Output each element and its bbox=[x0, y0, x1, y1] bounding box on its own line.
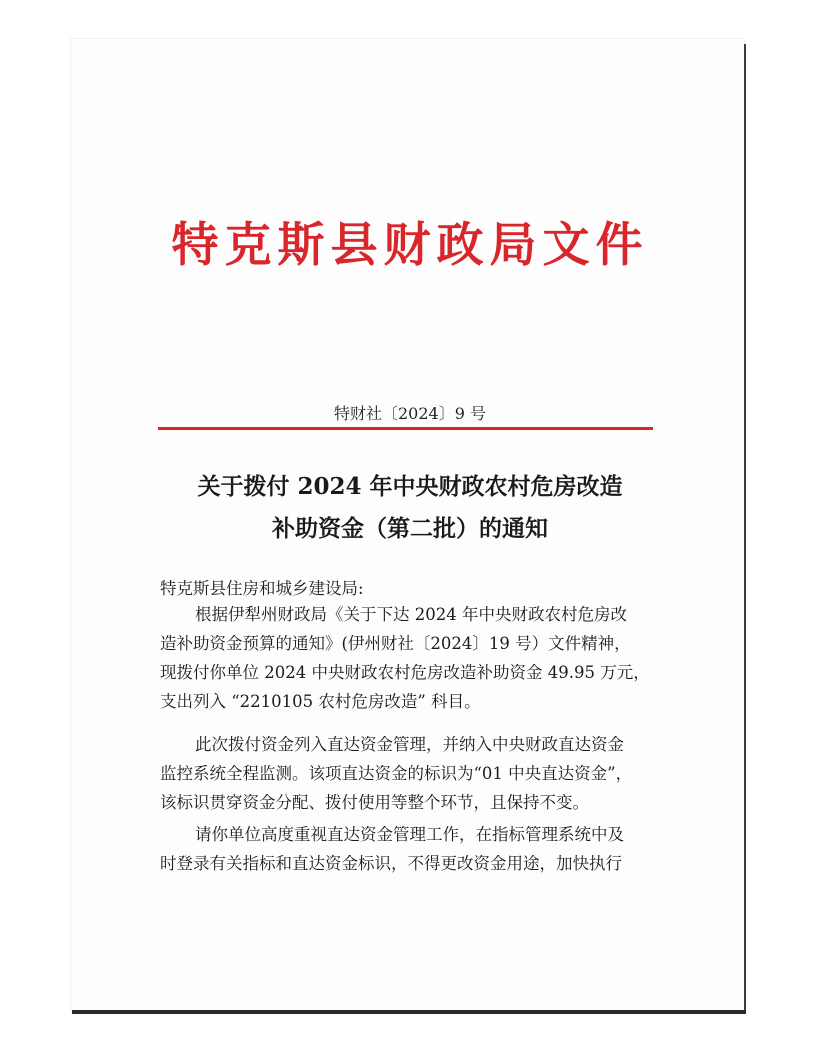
page-edge-right bbox=[744, 44, 746, 1012]
paragraph-line: 现拨付你单位 2024 中央财政农村危房改造补助资金 49.95 万元， bbox=[160, 663, 650, 682]
document-number: 特财社〔2024〕9 号 bbox=[334, 404, 486, 423]
document-masthead: 特克斯县财政局文件 bbox=[171, 218, 649, 273]
paragraph-line: 监控系统全程监测。该项直达资金的标识为“01 中央直达资金”， bbox=[160, 764, 633, 783]
red-divider-line bbox=[158, 427, 653, 430]
title-line-2: 补助资金（第二批）的通知 bbox=[272, 515, 548, 542]
addressee: 特克斯县住房和城乡建设局: bbox=[160, 579, 364, 598]
paragraph-line: 根据伊犁州财政局《关于下达 2024 年中央财政农村危房改 bbox=[195, 605, 627, 624]
paragraph-line: 该标识贯穿资金分配、拨付使用等整个环节，且保持不变。 bbox=[160, 793, 589, 812]
paragraph-3 bbox=[160, 820, 660, 878]
paragraph-line: 此次拨付资金列入直达资金管理，并纳入中央财政直达资金 bbox=[195, 735, 624, 754]
paragraph-line: 支出列入 “2210105 农村危房改造” 科目。 bbox=[160, 692, 481, 711]
title-line-1: 关于拨付 2024 年中央财政农村危房改造 bbox=[197, 473, 623, 500]
paragraph-2 bbox=[160, 730, 660, 817]
page-edge-bottom bbox=[72, 1010, 746, 1014]
document-title bbox=[150, 466, 670, 550]
paragraph-line: 请你单位高度重视直达资金管理工作，在指标管理系统中及 bbox=[195, 825, 624, 844]
paragraph-1 bbox=[160, 600, 660, 716]
paragraph-line: 时登录有关指标和直达资金标识，不得更改资金用途，加快执行 bbox=[160, 854, 622, 873]
paragraph-line: 造补助资金预算的通知》(伊州财社〔2024〕19 号）文件精神， bbox=[160, 634, 631, 653]
